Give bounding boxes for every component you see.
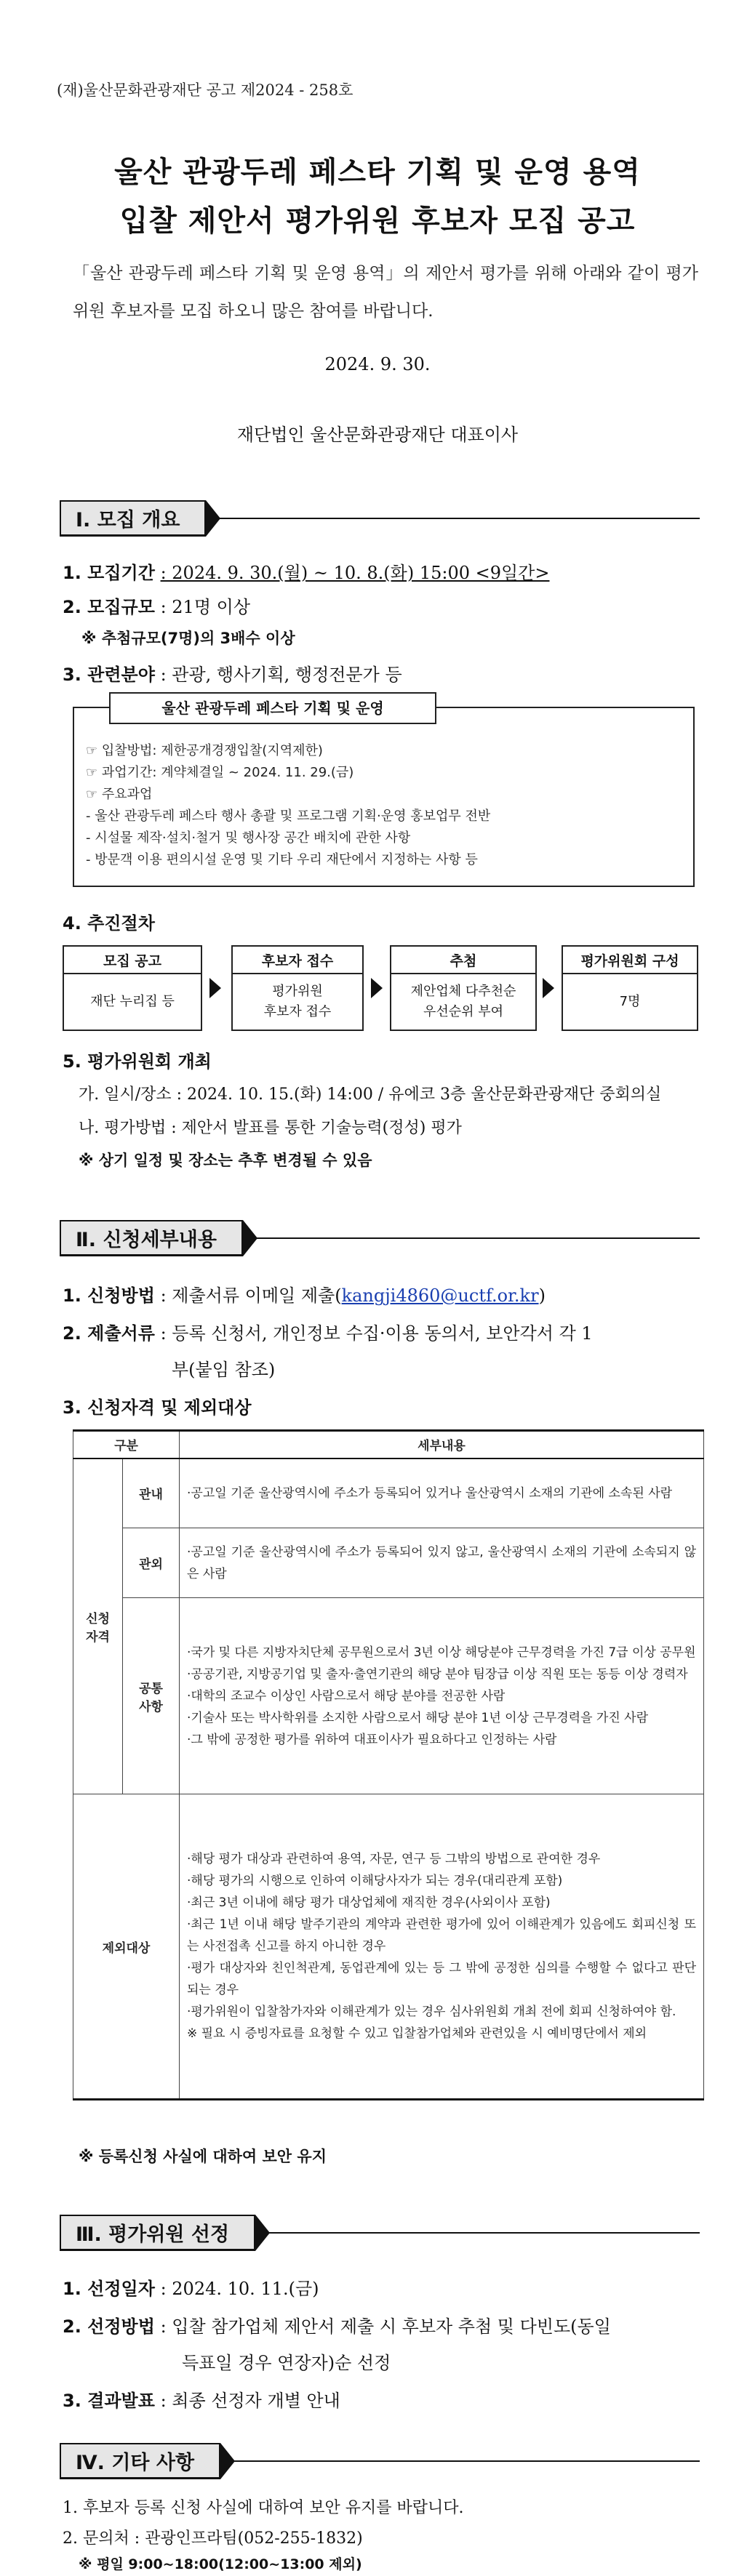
table-row: [73, 1528, 704, 1598]
apply-method-close: ): [538, 1285, 546, 1306]
recruit-period-value: : 2024. 9. 30.(월) ~ 10. 8.(화) 15:00 <9일간>: [160, 563, 550, 583]
committee-method: 나. 평가방법 : 제안서 발표를 통한 기술능력(정성) 평가: [79, 1119, 462, 1137]
process-step-head: 모집 공고: [63, 945, 202, 974]
page-title-line1: 울산 관광두레 페스타 기획 및 운영 용역: [114, 156, 641, 189]
selection-method-value-2: 득표일 경우 연장자)순 선정: [182, 2353, 391, 2373]
summary-line: - 울산 관광두레 페스타 행사 총괄 및 프로그램 기획·운영 홍보업무 전반: [86, 808, 491, 824]
section4-title: Ⅳ. 기타 사항: [60, 2443, 220, 2479]
summary-line: ☞ 과업기간: 계약체결일 ~ 2024. 11. 29.(금): [86, 765, 354, 780]
process-label: [63, 909, 155, 934]
process-step-4: [562, 945, 698, 1031]
qualification-table: [73, 1429, 704, 2100]
project-summary-lines: [86, 740, 490, 871]
summary-line: ☞ 주요과업: [86, 787, 153, 802]
process-arrow-icon: [371, 978, 383, 998]
process-arrow-icon: [543, 978, 554, 998]
page-title-line2: 입찰 제안서 평가위원 후보자 모집 공고: [119, 204, 636, 238]
selection-date-value: : 2024. 10. 11.(금): [160, 2279, 319, 2299]
notice-number: (재)울산문화관광재단 공고 제2024 - 258호: [57, 81, 353, 99]
section4-header: [60, 2443, 220, 2479]
qualification-group-label: 신청 자격: [73, 1458, 123, 1794]
row-sub-label: 공통 사항: [123, 1598, 180, 1794]
apply-method-value: : 제출서류 이메일 제출(: [160, 1285, 342, 1306]
committee-schedule: 가. 일시/장소 : 2024. 10. 15.(화) 14:00 / 유에코 3층 울산문화관광재단 중회의실: [79, 1086, 662, 1104]
result-announcement: [63, 2386, 340, 2412]
exclude-label: 제외대상: [73, 1794, 180, 2100]
table-header-category: 구분: [73, 1431, 180, 1458]
submit-docs: [63, 1319, 593, 1344]
recruit-scale-note: ※ 추첨규모(7명)의 3배수 이상: [81, 630, 295, 647]
table-header-detail: 세부내용: [180, 1431, 704, 1458]
related-field-label: 3. 관련분야: [63, 665, 155, 685]
business-hours-note: ※ 평일 9:00~18:00(12:00~13:00 제외): [79, 2556, 362, 2572]
section2-title: Ⅱ. 신청세부내용: [60, 1220, 243, 1256]
committee-label-text: 5. 평가위원회 개최: [63, 1051, 212, 1072]
intro-text: 「울산 관광두레 페스타 기획 및 운영 용역」의 제안서 평가를 위해 아래와 같이 평가위원 후보자를 모집 하오니 많은 참여를 바랍니다.: [73, 264, 698, 321]
selection-method-value: : 입찰 참가업체 제안서 제출 시 후보자 추첨 및 다빈도(동일: [160, 2316, 611, 2337]
selection-method: [63, 2312, 611, 2338]
exclude-detail: ·해당 평가 대상과 관련하여 용역, 자문, 연구 등 그밖의 방법으로 관여한 경우 ·해당 평가의 시행으로 인하여 이해당사자가 되는 경우(대리관계 포함) ·최근 3년 이내에 해당 평가 대상업체에 재직한 경우(사외이사 포함) ·최근 1년 이내 해당 발주기관의 계약과 관련한 평가에 있어 이해관계가 있음에도 회피신청 또는 사전접촉 신고를 하지 아니한 경우 ·평가 대상자와 친인척관계, 동업관계에 있는 등 그 밖에 공정한 심의를 수행할 수 없다고 판단되는 경우 ·평가위원이 입찰참가자와 이해관계가 있는 경우 심사위원회 개최 전에 회피 신청하여야 함. ※ 필요 시 증빙자료를 요청할 수 있고 입찰참가업체와 관련있을 시 예비명단에서 제외: [180, 1794, 704, 2100]
result-value: : 최종 선정자 개별 안내: [160, 2391, 340, 2411]
other-item-2: 2. 문의처 : 관광인프라팀(052-255-1832): [63, 2529, 363, 2548]
selection-method-label: 2. 선정방법: [63, 2316, 155, 2337]
process-step-body: 재단 누리집 등: [63, 974, 202, 1031]
issuer: 재단법인 울산문화관광재단 대표이사: [236, 425, 519, 445]
process-step-2: [231, 945, 364, 1031]
apply-method-label: 1. 신청방법: [63, 1285, 155, 1306]
table-row: [73, 1598, 704, 1794]
process-step-body: 7명: [562, 974, 698, 1031]
recruit-scale: [63, 593, 250, 618]
process-step-body: 제안업체 다추천순 우선순위 부여: [390, 974, 537, 1031]
other-item-1: 1. 후보자 등록 신청 사실에 대하여 보안 유지를 바랍니다.: [63, 2499, 464, 2517]
row-detail: ·공고일 기준 울산광역시에 주소가 등록되어 있거나 울산광역시 소재의 기관에 소속된 사람: [180, 1458, 704, 1528]
process-step-head: 평가위원회 구성: [562, 945, 698, 974]
table-row: [73, 1458, 704, 1528]
row-detail: ·공고일 기준 울산광역시에 주소가 등록되어 있지 않고, 울산광역시 소재의 기관에 소속되지 않은 사람: [180, 1528, 704, 1598]
recruit-period-label: 1. 모집기간: [63, 563, 155, 583]
section3-title: Ⅲ. 평가위원 선정: [60, 2215, 255, 2251]
submit-docs-value-2: 부(붙임 참조): [172, 1360, 276, 1380]
related-field-value: : 관광, 행사기획, 행정전문가 등: [160, 665, 402, 685]
qualification-label: [63, 1393, 252, 1419]
process-step-3: [390, 945, 537, 1031]
section2-header: [60, 1220, 243, 1256]
row-sub-label: 관내: [123, 1458, 180, 1528]
section1-title: Ⅰ. 모집 개요: [60, 500, 206, 537]
row-detail: ·국가 및 다른 지방자치단체 공무원으로서 3년 이상 해당분야 근무경력을 가진 7급 이상 공무원 ·공공기관, 지방공기업 및 출자·출연기관의 해당 분야 팀장급 이상 직원 또는 동등 이상 경력자 ·대학의 조교수 이상인 사람으로서 해당 분야를 전공한 사람 ·기술사 또는 박사학위를 소지한 사람으로서 해당 분야 1년 이상 근무경력을 가진 사람 ·그 밖에 공정한 평가를 위하여 대표이사가 필요하다고 인정하는 사람: [180, 1598, 704, 1794]
committee-label: [63, 1047, 212, 1072]
notice-date: 2024. 9. 30.: [324, 354, 431, 374]
summary-line: ☞ 입찰방법: 제한공개경쟁입찰(지역제한): [86, 743, 323, 758]
recruit-scale-value: : 21명 이상: [160, 597, 250, 617]
recruit-period: [63, 558, 549, 584]
table-row: [73, 1794, 704, 2100]
selection-date-label: 1. 선정일자: [63, 2279, 155, 2299]
summary-line: - 방문객 이용 편의시설 운영 및 기타 우리 재단에서 지정하는 사항 등: [86, 852, 478, 867]
qualification-label-text: 3. 신청자격 및 제외대상: [63, 1397, 252, 1418]
process-arrow-icon: [209, 978, 221, 998]
submit-docs-value: : 등록 신청서, 개인정보 수집·이용 동의서, 보안각서 각 1: [160, 1323, 593, 1344]
section3-header: [60, 2215, 255, 2251]
apply-email-link[interactable]: kangji4860@uctf.or.kr: [341, 1285, 539, 1306]
process-step-head: 추첨: [390, 945, 537, 974]
related-field: [63, 660, 402, 686]
process-step-head: 후보자 접수: [231, 945, 364, 974]
section1-header: [60, 500, 206, 537]
security-note: ※ 등록신청 사실에 대하여 보안 유지: [79, 2148, 327, 2165]
process-label-text: 4. 추진절차: [63, 913, 155, 934]
summary-line: - 시설물 제작·설치·철거 및 행사장 공간 배치에 관한 사항: [86, 830, 411, 846]
committee-note: ※ 상기 일정 및 장소는 추후 변경될 수 있음: [79, 1152, 372, 1169]
recruit-scale-label: 2. 모집규모: [63, 597, 155, 617]
apply-method: [63, 1281, 546, 1307]
row-sub-label: 관외: [123, 1528, 180, 1598]
project-summary-tag: 울산 관광두레 페스타 기획 및 운영: [109, 692, 436, 724]
submit-docs-label: 2. 제출서류: [63, 1323, 155, 1344]
result-label: 3. 결과발표: [63, 2391, 155, 2411]
selection-date: [63, 2274, 319, 2300]
process-step-1: [63, 945, 202, 1031]
process-step-body: 평가위원 후보자 접수: [231, 974, 364, 1031]
